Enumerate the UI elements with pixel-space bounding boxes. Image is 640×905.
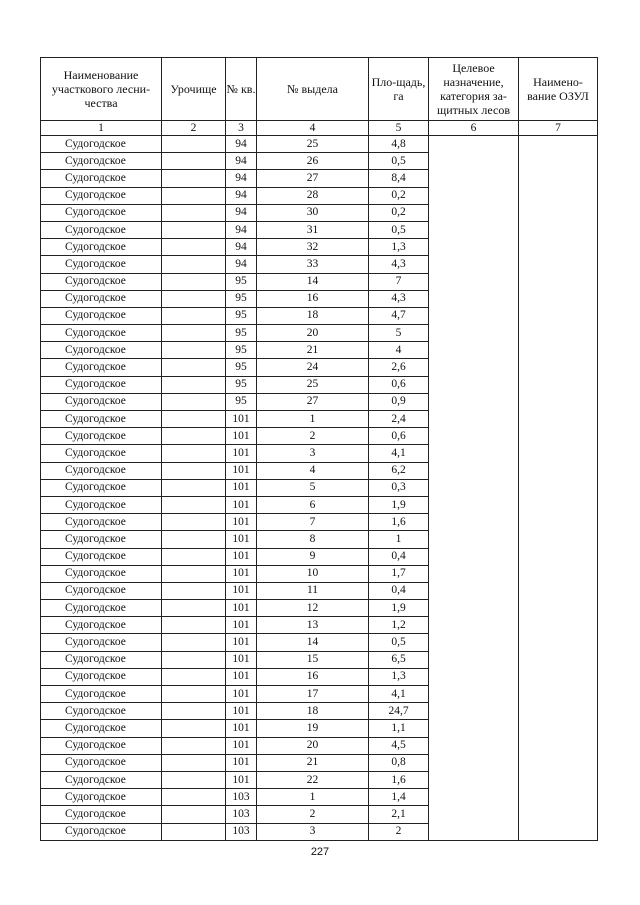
tract-cell <box>162 565 226 582</box>
forestry-name-cell: Судогодское <box>41 789 162 806</box>
area-cell: 4,3 <box>369 290 429 307</box>
plot-cell: 17 <box>257 686 369 703</box>
quarter-cell: 101 <box>226 428 257 445</box>
tract-cell <box>162 221 226 238</box>
tract-cell <box>162 823 226 840</box>
area-cell: 4,1 <box>369 445 429 462</box>
tract-cell <box>162 273 226 290</box>
area-cell: 0,6 <box>369 428 429 445</box>
quarter-cell: 101 <box>226 754 257 771</box>
quarter-cell: 101 <box>226 720 257 737</box>
forestry-name-cell: Судогодское <box>41 136 162 153</box>
plot-cell: 4 <box>257 462 369 479</box>
plot-cell: 19 <box>257 720 369 737</box>
forestry-name-cell: Судогодское <box>41 651 162 668</box>
quarter-cell: 101 <box>226 651 257 668</box>
area-cell: 0,5 <box>369 634 429 651</box>
area-cell: 6,5 <box>369 651 429 668</box>
plot-cell: 14 <box>257 634 369 651</box>
tract-cell <box>162 290 226 307</box>
forestry-name-cell: Судогодское <box>41 325 162 342</box>
area-cell: 1,1 <box>369 720 429 737</box>
tract-cell <box>162 342 226 359</box>
area-cell: 1,3 <box>369 668 429 685</box>
quarter-cell: 101 <box>226 496 257 513</box>
quarter-cell: 94 <box>226 256 257 273</box>
quarter-cell: 103 <box>226 823 257 840</box>
area-cell: 1,6 <box>369 771 429 788</box>
forestry-name-cell: Судогодское <box>41 479 162 496</box>
forestry-name-cell: Судогодское <box>41 273 162 290</box>
quarter-cell: 94 <box>226 136 257 153</box>
tract-cell <box>162 789 226 806</box>
plot-cell: 1 <box>257 789 369 806</box>
header-forestry-name: Наименование участкового лесни-чества <box>41 58 162 121</box>
quarter-cell: 95 <box>226 325 257 342</box>
area-cell: 2 <box>369 823 429 840</box>
plot-cell: 18 <box>257 307 369 324</box>
quarter-cell: 94 <box>226 221 257 238</box>
forestry-name-cell: Судогодское <box>41 445 162 462</box>
tract-cell <box>162 153 226 170</box>
area-cell: 0,6 <box>369 376 429 393</box>
forestry-name-cell: Судогодское <box>41 823 162 840</box>
quarter-cell: 101 <box>226 479 257 496</box>
tract-cell <box>162 187 226 204</box>
tract-cell <box>162 204 226 221</box>
forestry-name-cell: Судогодское <box>41 686 162 703</box>
forestry-name-cell: Судогодское <box>41 582 162 599</box>
quarter-cell: 101 <box>226 565 257 582</box>
tract-cell <box>162 479 226 496</box>
plot-cell: 11 <box>257 582 369 599</box>
plot-cell: 30 <box>257 204 369 221</box>
tract-cell <box>162 806 226 823</box>
plot-cell: 5 <box>257 479 369 496</box>
header-area: Пло-щадь, га <box>369 58 429 121</box>
plot-cell: 28 <box>257 187 369 204</box>
tract-cell <box>162 359 226 376</box>
quarter-cell: 95 <box>226 290 257 307</box>
quarter-cell: 103 <box>226 806 257 823</box>
forestry-name-cell: Судогодское <box>41 221 162 238</box>
plot-cell: 2 <box>257 806 369 823</box>
plot-cell: 32 <box>257 239 369 256</box>
forestry-name-cell: Судогодское <box>41 307 162 324</box>
quarter-cell: 94 <box>226 239 257 256</box>
quarter-cell: 101 <box>226 771 257 788</box>
plot-cell: 21 <box>257 754 369 771</box>
forestry-name-cell: Судогодское <box>41 514 162 531</box>
area-cell: 0,3 <box>369 479 429 496</box>
table-row <box>41 136 598 153</box>
tract-cell <box>162 531 226 548</box>
area-cell: 4 <box>369 342 429 359</box>
area-cell: 4,1 <box>369 686 429 703</box>
area-cell: 1,3 <box>369 239 429 256</box>
column-number: 6 <box>429 121 519 136</box>
tract-cell <box>162 582 226 599</box>
tract-cell <box>162 411 226 428</box>
plot-cell: 3 <box>257 445 369 462</box>
quarter-cell: 95 <box>226 376 257 393</box>
area-cell: 1 <box>369 531 429 548</box>
tract-cell <box>162 548 226 565</box>
column-numbers-row <box>41 121 598 136</box>
area-cell: 0,4 <box>369 548 429 565</box>
plot-cell: 1 <box>257 411 369 428</box>
forestry-name-cell: Судогодское <box>41 754 162 771</box>
area-cell: 8,4 <box>369 170 429 187</box>
forestry-name-cell: Судогодское <box>41 153 162 170</box>
quarter-cell: 94 <box>226 204 257 221</box>
forestry-name-cell: Судогодское <box>41 617 162 634</box>
column-number: 4 <box>257 121 369 136</box>
tract-cell <box>162 737 226 754</box>
quarter-cell: 101 <box>226 617 257 634</box>
tract-cell <box>162 514 226 531</box>
plot-cell: 22 <box>257 771 369 788</box>
forestry-name-cell: Судогодское <box>41 256 162 273</box>
plot-cell: 3 <box>257 823 369 840</box>
plot-cell: 7 <box>257 514 369 531</box>
tract-cell <box>162 771 226 788</box>
forest-plots-table <box>40 57 598 841</box>
plot-cell: 2 <box>257 428 369 445</box>
forestry-name-cell: Судогодское <box>41 342 162 359</box>
area-cell: 24,7 <box>369 703 429 720</box>
tract-cell <box>162 428 226 445</box>
plot-cell: 26 <box>257 153 369 170</box>
area-cell: 0,5 <box>369 153 429 170</box>
quarter-cell: 101 <box>226 445 257 462</box>
plot-cell: 24 <box>257 359 369 376</box>
plot-cell: 18 <box>257 703 369 720</box>
area-cell: 1,9 <box>369 600 429 617</box>
column-number: 7 <box>519 121 598 136</box>
area-cell: 2,6 <box>369 359 429 376</box>
quarter-cell: 101 <box>226 548 257 565</box>
header-ozul-name: Наимено-вание ОЗУЛ <box>519 58 598 121</box>
column-number: 1 <box>41 121 162 136</box>
forestry-name-cell: Судогодское <box>41 170 162 187</box>
plot-cell: 20 <box>257 737 369 754</box>
plot-cell: 21 <box>257 342 369 359</box>
forestry-name-cell: Судогодское <box>41 239 162 256</box>
area-cell: 0,2 <box>369 204 429 221</box>
tract-cell <box>162 136 226 153</box>
quarter-cell: 94 <box>226 170 257 187</box>
forestry-name-cell: Судогодское <box>41 806 162 823</box>
plot-cell: 12 <box>257 600 369 617</box>
quarter-cell: 101 <box>226 411 257 428</box>
area-cell: 4,7 <box>369 307 429 324</box>
tract-cell <box>162 634 226 651</box>
forestry-name-cell: Судогодское <box>41 720 162 737</box>
tract-cell <box>162 393 226 410</box>
column-number: 2 <box>162 121 226 136</box>
forestry-name-cell: Судогодское <box>41 376 162 393</box>
area-cell: 4,8 <box>369 136 429 153</box>
forestry-name-cell: Судогодское <box>41 565 162 582</box>
table-body <box>41 136 598 841</box>
quarter-cell: 101 <box>226 737 257 754</box>
tract-cell <box>162 496 226 513</box>
plot-cell: 25 <box>257 136 369 153</box>
tract-cell <box>162 170 226 187</box>
area-cell: 4,5 <box>369 737 429 754</box>
area-cell: 1,2 <box>369 617 429 634</box>
quarter-cell: 95 <box>226 307 257 324</box>
ozul-name-cell <box>519 136 598 841</box>
area-cell: 6,2 <box>369 462 429 479</box>
tract-cell <box>162 703 226 720</box>
quarter-cell: 101 <box>226 531 257 548</box>
area-cell: 1,6 <box>369 514 429 531</box>
plot-cell: 27 <box>257 170 369 187</box>
area-cell: 0,2 <box>369 187 429 204</box>
quarter-cell: 101 <box>226 582 257 599</box>
area-cell: 4,3 <box>369 256 429 273</box>
header-tract: Урочище <box>162 58 226 121</box>
tract-cell <box>162 325 226 342</box>
area-cell: 0,4 <box>369 582 429 599</box>
forestry-name-cell: Судогодское <box>41 634 162 651</box>
area-cell: 7 <box>369 273 429 290</box>
area-cell: 1,4 <box>369 789 429 806</box>
purpose-category-cell <box>429 136 519 841</box>
tract-cell <box>162 307 226 324</box>
plot-cell: 27 <box>257 393 369 410</box>
forestry-name-cell: Судогодское <box>41 359 162 376</box>
forestry-name-cell: Судогодское <box>41 496 162 513</box>
plot-cell: 9 <box>257 548 369 565</box>
tract-cell <box>162 720 226 737</box>
column-number: 5 <box>369 121 429 136</box>
area-cell: 2,4 <box>369 411 429 428</box>
tract-cell <box>162 651 226 668</box>
quarter-cell: 101 <box>226 686 257 703</box>
plot-cell: 25 <box>257 376 369 393</box>
tract-cell <box>162 686 226 703</box>
tract-cell <box>162 600 226 617</box>
plot-cell: 14 <box>257 273 369 290</box>
forestry-name-cell: Судогодское <box>41 462 162 479</box>
plot-cell: 33 <box>257 256 369 273</box>
quarter-cell: 101 <box>226 600 257 617</box>
forestry-name-cell: Судогодское <box>41 290 162 307</box>
table-header-row <box>41 58 598 121</box>
quarter-cell: 101 <box>226 703 257 720</box>
forestry-name-cell: Судогодское <box>41 703 162 720</box>
forestry-name-cell: Судогодское <box>41 428 162 445</box>
forestry-name-cell: Судогодское <box>41 531 162 548</box>
quarter-cell: 95 <box>226 342 257 359</box>
forestry-name-cell: Судогодское <box>41 393 162 410</box>
tract-cell <box>162 754 226 771</box>
area-cell: 0,5 <box>369 221 429 238</box>
quarter-cell: 95 <box>226 393 257 410</box>
plot-cell: 16 <box>257 668 369 685</box>
header-quarter-number: № кв. <box>226 58 257 121</box>
page-number: 227 <box>310 846 330 858</box>
tract-cell <box>162 376 226 393</box>
plot-cell: 16 <box>257 290 369 307</box>
plot-cell: 8 <box>257 531 369 548</box>
forestry-name-cell: Судогодское <box>41 187 162 204</box>
tract-cell <box>162 617 226 634</box>
area-cell: 1,7 <box>369 565 429 582</box>
quarter-cell: 94 <box>226 153 257 170</box>
forestry-name-cell: Судогодское <box>41 600 162 617</box>
forestry-name-cell: Судогодское <box>41 737 162 754</box>
column-number: 3 <box>226 121 257 136</box>
quarter-cell: 94 <box>226 187 257 204</box>
quarter-cell: 101 <box>226 462 257 479</box>
plot-cell: 31 <box>257 221 369 238</box>
quarter-cell: 101 <box>226 668 257 685</box>
quarter-cell: 101 <box>226 514 257 531</box>
area-cell: 2,1 <box>369 806 429 823</box>
quarter-cell: 101 <box>226 634 257 651</box>
forestry-name-cell: Судогодское <box>41 411 162 428</box>
plot-cell: 6 <box>257 496 369 513</box>
tract-cell <box>162 239 226 256</box>
area-cell: 0,8 <box>369 754 429 771</box>
area-cell: 5 <box>369 325 429 342</box>
quarter-cell: 95 <box>226 273 257 290</box>
plot-cell: 20 <box>257 325 369 342</box>
tract-cell <box>162 256 226 273</box>
plot-cell: 10 <box>257 565 369 582</box>
plot-cell: 15 <box>257 651 369 668</box>
quarter-cell: 103 <box>226 789 257 806</box>
tract-cell <box>162 668 226 685</box>
forestry-name-cell: Судогодское <box>41 668 162 685</box>
plot-cell: 13 <box>257 617 369 634</box>
area-cell: 0,9 <box>369 393 429 410</box>
quarter-cell: 95 <box>226 359 257 376</box>
area-cell: 1,9 <box>369 496 429 513</box>
tract-cell <box>162 462 226 479</box>
forestry-name-cell: Судогодское <box>41 548 162 565</box>
header-plot-number: № выдела <box>257 58 369 121</box>
forestry-name-cell: Судогодское <box>41 771 162 788</box>
header-purpose-category: Целевое назначение, категория за-щитных лесов <box>429 58 519 121</box>
tract-cell <box>162 445 226 462</box>
forestry-name-cell: Судогодское <box>41 204 162 221</box>
